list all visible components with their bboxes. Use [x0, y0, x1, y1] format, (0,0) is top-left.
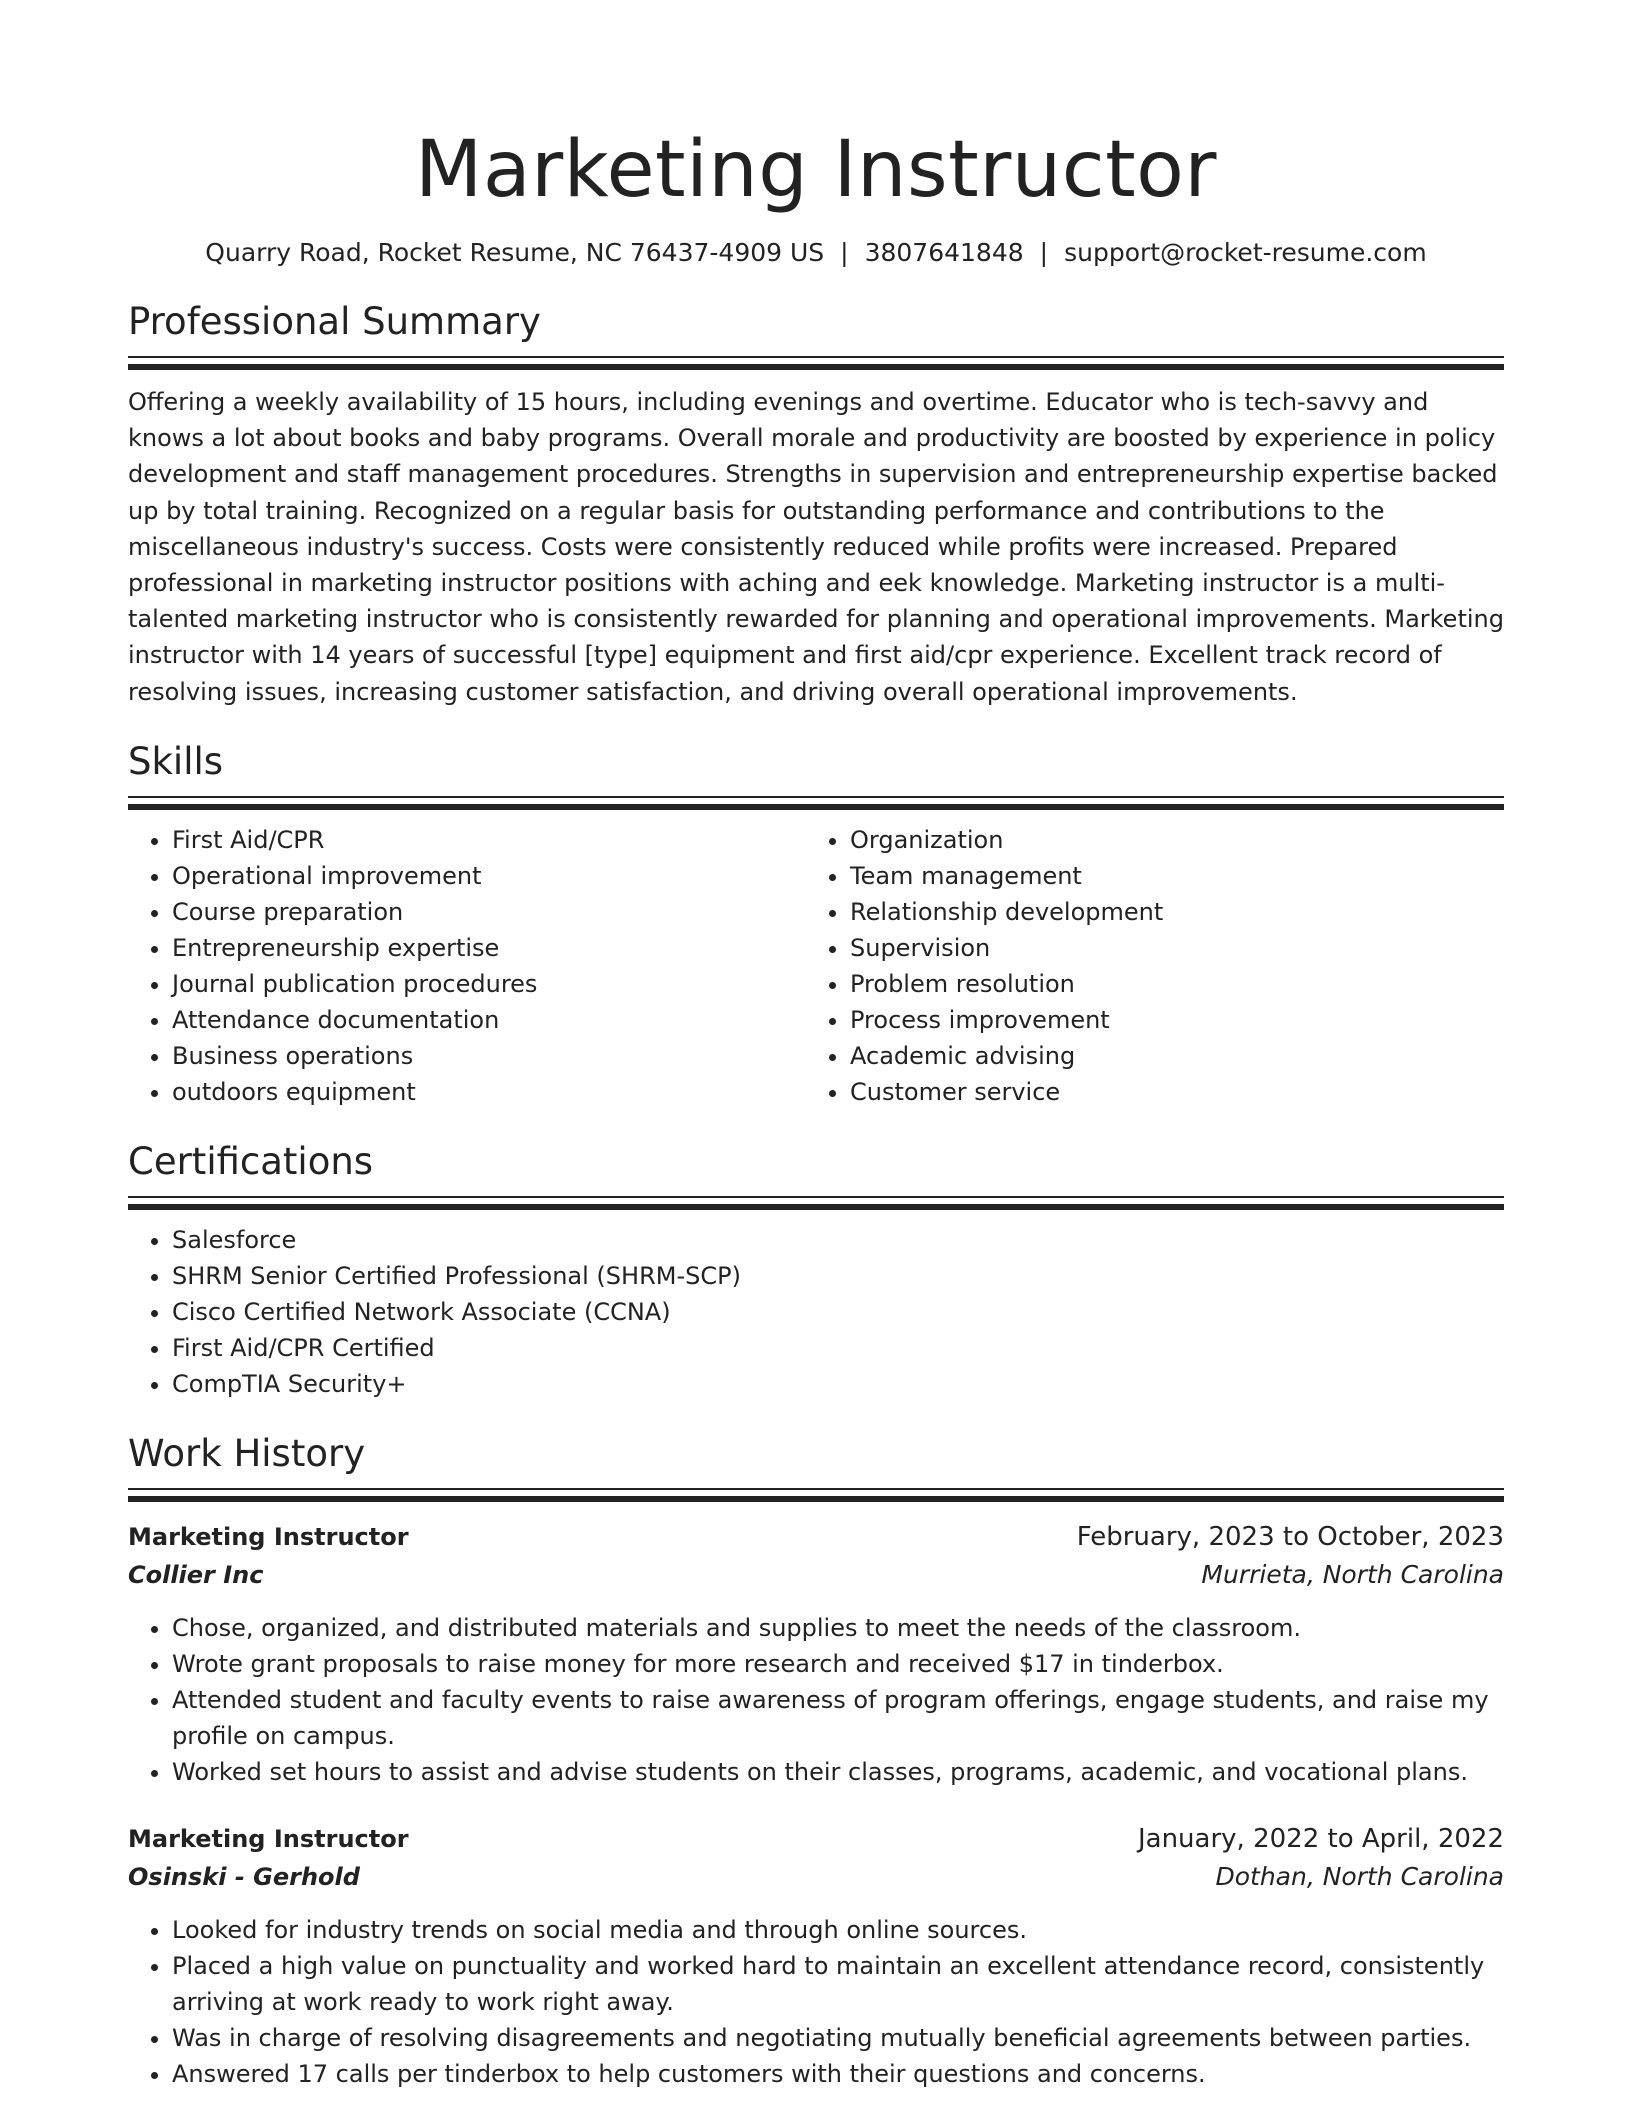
- resume-name: Marketing Instructor: [415, 125, 1217, 215]
- job-company-row: [128, 1858, 1504, 1896]
- skill-item: • Entrepreneurship expertise: [172, 930, 806, 966]
- job-bullets: [128, 1912, 1504, 2092]
- certification-item: • First Aid/CPR Certified: [172, 1330, 1504, 1366]
- section-divider: [128, 356, 1504, 358]
- certifications-section: [128, 1138, 1504, 1402]
- skill-item: • outdoors equipment: [172, 1074, 806, 1110]
- skill-item: • Academic advising: [850, 1038, 1484, 1074]
- job-location: Murrieta, North Carolina: [1201, 1559, 1504, 1589]
- section-divider: [128, 796, 1504, 798]
- skill-item: • Process improvement: [850, 1002, 1484, 1038]
- job-entry: [128, 1820, 1504, 2092]
- job-title: Marketing Instructor: [128, 1522, 409, 1551]
- job-dates: February, 2023 to October, 2023: [1076, 1521, 1504, 1552]
- section-divider: [128, 1488, 1504, 1490]
- job-bullet: • Attended student and faculty events to raise awareness of program offerings, engage students, and raise my profile on campus.: [172, 1682, 1504, 1754]
- section-title-skills: Skills: [128, 739, 224, 783]
- skill-item: • Journal publication procedures: [172, 966, 806, 1002]
- certifications-list: [128, 1222, 1504, 1402]
- skills-section: [128, 738, 1504, 1110]
- section-title-summary: Professional Summary: [128, 300, 541, 343]
- section-title-work-history: Work History: [128, 1431, 366, 1475]
- certification-item: • CompTIA Security+: [172, 1366, 1504, 1402]
- skill-item: • Team management: [850, 858, 1484, 894]
- section-divider-thick: [128, 1204, 1504, 1210]
- job-header-row: [128, 1820, 1504, 1858]
- job-bullets: [128, 1610, 1504, 1790]
- job-header-row: [128, 1518, 1504, 1556]
- certification-item: • SHRM Senior Certified Professional (SHRM-SCP): [172, 1258, 1504, 1294]
- job-company: Collier Inc: [128, 1560, 264, 1589]
- section-divider-thick: [128, 804, 1504, 810]
- skill-item: • Attendance documentation: [172, 1002, 806, 1038]
- job-entry: [128, 1518, 1504, 1790]
- resume-page: [128, 0, 1504, 2092]
- job-location: Dothan, North Carolina: [1215, 1861, 1504, 1891]
- job-bullet: • Chose, organized, and distributed materials and supplies to meet the needs of the classroom.: [172, 1610, 1504, 1646]
- job-company: Osinski - Gerhold: [128, 1862, 360, 1891]
- job-bullet: • Wrote grant proposals to raise money for more research and received $17 in tinderbox.: [172, 1646, 1504, 1682]
- certification-item: • Cisco Certified Network Associate (CCNA): [172, 1294, 1504, 1330]
- skills-column-right: [806, 822, 1484, 1110]
- skill-item: • Operational improvement: [172, 858, 806, 894]
- skills-grid: [128, 822, 1504, 1110]
- contact-separator: |: [1039, 238, 1049, 267]
- summary-text: Offering a weekly availability of 15 hours, including evenings and overtime. Educator who is tech-savvy and knows a lot about books and baby programs. Overall morale and productivity are boosted by experience in policy development and staff management procedures. Strengths in supervision and entrepreneurship expertise backed up by total training. Recognized on a regular basis for outstanding performance and contributions to the miscellaneous industry's success. Costs were consistently reduced while profits were increased. Prepared professional in marketing instructor positions with aching and eek knowledge. Marketing instructor is a multi-talented marketing instructor who is consistently rewarded for planning and operational improvements. Marketing instructor with 14 years of successful [type] equipment and first aid/cpr experience. Excellent track record of resolving issues, increasing customer satisfaction, and driving overall operational improvements.: [128, 388, 1504, 706]
- contact-address: Quarry Road, Rocket Resume, NC 76437-4909 US: [205, 238, 825, 267]
- section-divider-thick: [128, 364, 1504, 370]
- skill-item: • Organization: [850, 822, 1484, 858]
- skill-item: • Supervision: [850, 930, 1484, 966]
- job-bullet: • Looked for industry trends on social media and through online sources.: [172, 1912, 1504, 1948]
- job-bullet: • Worked set hours to assist and advise students on their classes, programs, academic, and vocational plans.: [172, 1754, 1504, 1790]
- section-title-certifications: Certifications: [128, 1139, 374, 1183]
- skill-item: • Course preparation: [172, 894, 806, 930]
- professional-summary-section: [128, 298, 1504, 710]
- job-bullet: • Was in charge of resolving disagreements and negotiating mutually beneficial agreements between parties.: [172, 2020, 1504, 2056]
- job-bullet: • Placed a high value on punctuality and worked hard to maintain an excellent attendance record, consistently arriving at work ready to work right away.: [172, 1948, 1504, 2020]
- contact-phone: 3807641848: [864, 238, 1024, 267]
- skills-column-left: [128, 822, 806, 1110]
- work-history-section: [128, 1430, 1504, 2092]
- skill-item: • Customer service: [850, 1074, 1484, 1110]
- skill-item: • Relationship development: [850, 894, 1484, 930]
- contact-email: support@rocket-resume.com: [1064, 238, 1427, 267]
- job-dates: January, 2022 to April, 2022: [1137, 1823, 1504, 1854]
- skill-item: • Problem resolution: [850, 966, 1484, 1002]
- skill-item: • First Aid/CPR: [172, 822, 806, 858]
- job-company-row: [128, 1556, 1504, 1594]
- certification-item: • Salesforce: [172, 1222, 1504, 1258]
- skill-item: • Business operations: [172, 1038, 806, 1074]
- contact-line: [128, 236, 1504, 270]
- section-divider-thick: [128, 1496, 1504, 1502]
- job-title: Marketing Instructor: [128, 1824, 409, 1853]
- section-divider: [128, 1196, 1504, 1198]
- job-bullet: • Answered 17 calls per tinderbox to help customers with their questions and concerns.: [172, 2056, 1504, 2092]
- contact-separator: |: [840, 238, 849, 267]
